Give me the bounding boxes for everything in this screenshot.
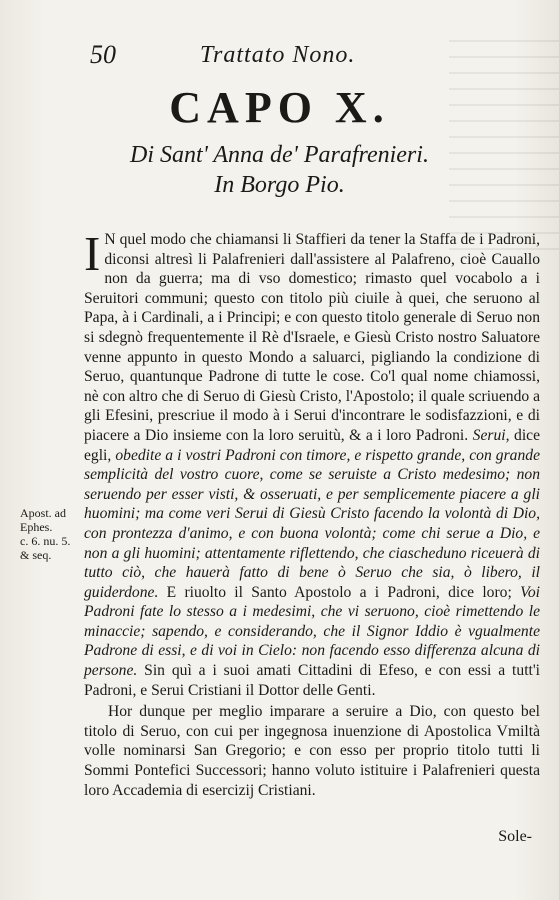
drop-cap: I	[84, 226, 101, 281]
margin-citation-line: Apost. ad	[20, 506, 66, 520]
paragraph-1-text-c: E riuolto il Santo Apostolo a i Padroni, dice loro;	[166, 583, 521, 601]
running-title: Trattato Nono.	[200, 42, 356, 68]
paragraph-1	[84, 226, 540, 700]
body-text	[84, 226, 540, 800]
chapter-subtitle: Di Sant' Anna de' Parafrenieri.	[130, 142, 429, 168]
paragraph-2: Hor dunque per meglio imparare a seruire a Dio, con questo bel titolo di Seruo, con cui per ingegnosa inuenzione di Apostolica Vmiltà volle nominarsi San Gregorio; e con esso per proprio titolo tutti li Sommi Pontefici Successori; hanno voluto istituire i Palafrenieri questa loro Accademia di esercizij Cristiani.	[84, 703, 540, 799]
paragraph-1-text-d: Sin quì a i suoi amati Cittadini di Efeso, e con essi a tutt'i Padroni, e Serui Cristiani il Dottor delle Genti.	[84, 662, 540, 699]
page-header	[90, 40, 499, 74]
quote-serui: Serui,	[472, 426, 515, 444]
paragraph-1-text-a: N quel modo che chiamansi li Staffieri da tener la Staffa de i Padroni, diconsi altresì li Palafrenieri dall'assistere al Palafreno, cioè Cauallo non da guerra; ma di vso domestico; rimasto quel vocabolo a i Seruitori communi; questo con titolo più ciuile à quei, che seruono al Papa, à i Cardinali, a i Principi; e con questo titolo generale di Seruo non si sdegnò frequentemente il Rè d'Israele, e Giesù Cristo nostro Saluatore venne appunto in questo Mondo a saluarci, pigliando la condizione di Seruo, quantunque Padrone di tutte le cose. Co'l qual nome chiamossi, nè con altro che di Seruo di Giesù Cristo, l'Apostolo; il quale scriuendo a gli Efesini, prescriue il modo à i Serui d'incontrare le sodisfazzioni, e di piacere a Dio insieme con la loro seruitù, & a i loro Padroni.	[84, 231, 540, 444]
quote-ephesians-masters: Voi Padroni fate lo stesso a i medesimi, che vi seruono, cioè rimettendo le minaccie; sapendo, e considerando, che il Signor Iddio è vgualmente Padrone di essi, e di voi in Cielo: non facendo esso differenza alcuna di persone.	[84, 583, 540, 680]
margin-citation-line: Ephes.	[20, 520, 53, 534]
chapter-location: In Borgo Pio.	[214, 172, 345, 198]
page-number: 50	[90, 40, 116, 69]
chapter-heading: CAPO X.	[169, 83, 390, 132]
quote-ephesians-servants: obedite a i vostri Padroni con timore, e rispetto grande, con grande semplicità del vostro cuore, come se seruiste a Cristo medesimo; non seruendo per esser visti, & osseruati, e per semplicemente piacere a gli huomini; ma come veri Serui di Giesù Cristo facendo la volontà di Dio, con prontezza d'animo, e con buona volontà; come chi serue a Dio, e non a gli huomini; attentamente riflettendo, che ciascheduno riceuerà di tutto ciò, che hauerà fatto di bene ò Seruo che sia, ò libero, il guiderdone.	[84, 446, 540, 601]
margin-citation-line: & seq.	[20, 548, 52, 562]
margin-citation	[20, 506, 80, 562]
margin-citation-line: c. 6. nu. 5.	[20, 534, 71, 548]
paragraph-1-text-b: dice egli,	[84, 426, 540, 464]
catchword: Sole-	[498, 828, 532, 845]
